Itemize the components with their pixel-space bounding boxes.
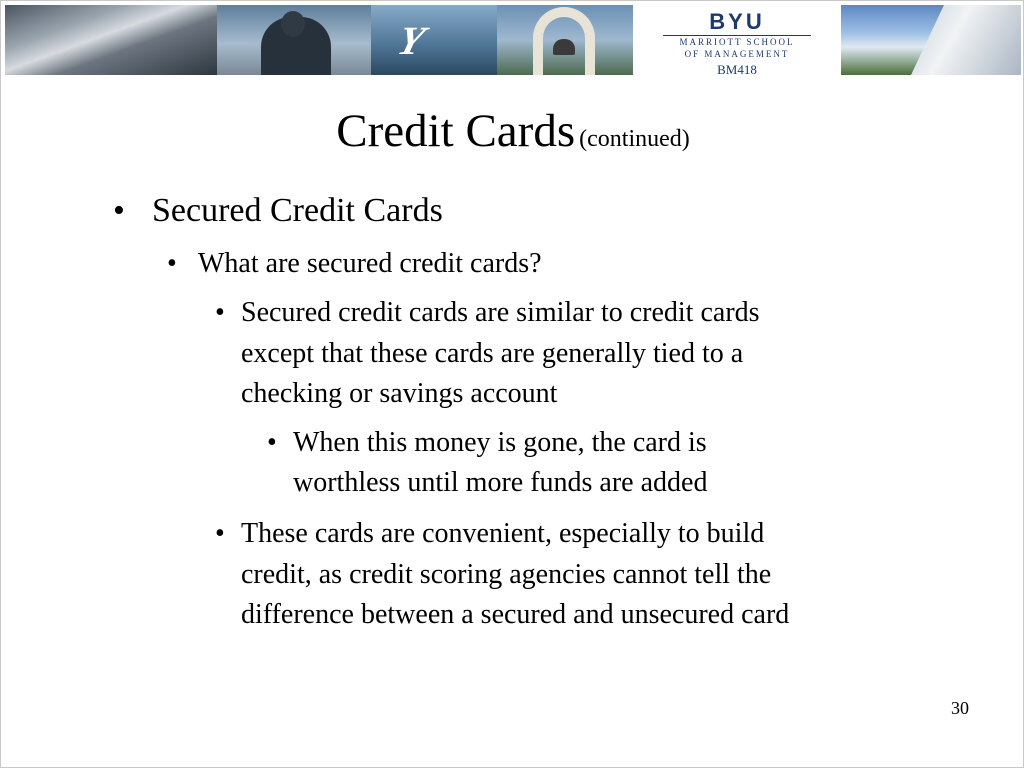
bullet-line: These cards are convenient, especially to build	[241, 518, 765, 549]
statue-head-shape	[281, 11, 305, 37]
banner-photo-statue	[217, 5, 371, 75]
bullet-item-level3	[241, 514, 789, 636]
page-number: 30	[951, 698, 969, 718]
bullet-line: When this money is gone, the card is	[293, 427, 707, 458]
banner-photo-architecture	[5, 5, 217, 75]
title-suffix: (continued)	[579, 126, 690, 152]
y-logo-icon: Y	[393, 18, 430, 63]
bullet-item-level3	[241, 293, 760, 415]
bullet-line: except that these cards are generally tied to a	[241, 337, 744, 369]
banner-photo-y-mountain	[371, 5, 497, 75]
bullet-line: checking or savings account	[241, 378, 558, 409]
logo-divider	[663, 35, 811, 36]
bullet-marker: •	[167, 248, 177, 279]
logo-school-text: MARRIOTT SCHOOL	[679, 37, 795, 47]
bullet-marker: •	[267, 427, 277, 458]
bullet-line: Secured credit cards are similar to credit cards	[241, 297, 760, 328]
bullet-line: Secured Credit Cards	[152, 192, 443, 229]
bell-icon	[553, 39, 575, 55]
title-main: Credit Cards	[336, 105, 576, 157]
logo-sub-text: OF MANAGEMENT	[684, 49, 790, 59]
banner-photo-building	[841, 5, 1021, 75]
bullet-line: What are secured credit cards?	[198, 248, 542, 279]
bullet-marker: •	[113, 192, 125, 229]
byu-marriott-logo	[633, 5, 841, 75]
bullet-marker: •	[215, 518, 225, 549]
bullet-item-level4	[293, 423, 707, 503]
bullet-line: credit, as credit scoring agencies cannot tell the	[241, 558, 772, 590]
logo-course-code: BM418	[717, 62, 757, 75]
bullet-item-level1	[152, 191, 443, 231]
bullet-marker: •	[215, 297, 225, 328]
header-banner	[5, 5, 1021, 75]
bullet-line: difference between a secured and unsecured card	[241, 599, 790, 630]
bullet-item-level2	[198, 246, 542, 282]
slide-title	[1, 101, 1024, 172]
building-shape	[911, 5, 1021, 75]
bullet-line: worthless until more funds are added	[293, 467, 708, 498]
logo-byu-text: BYU	[709, 9, 765, 34]
banner-photo-bell-tower	[497, 5, 633, 75]
